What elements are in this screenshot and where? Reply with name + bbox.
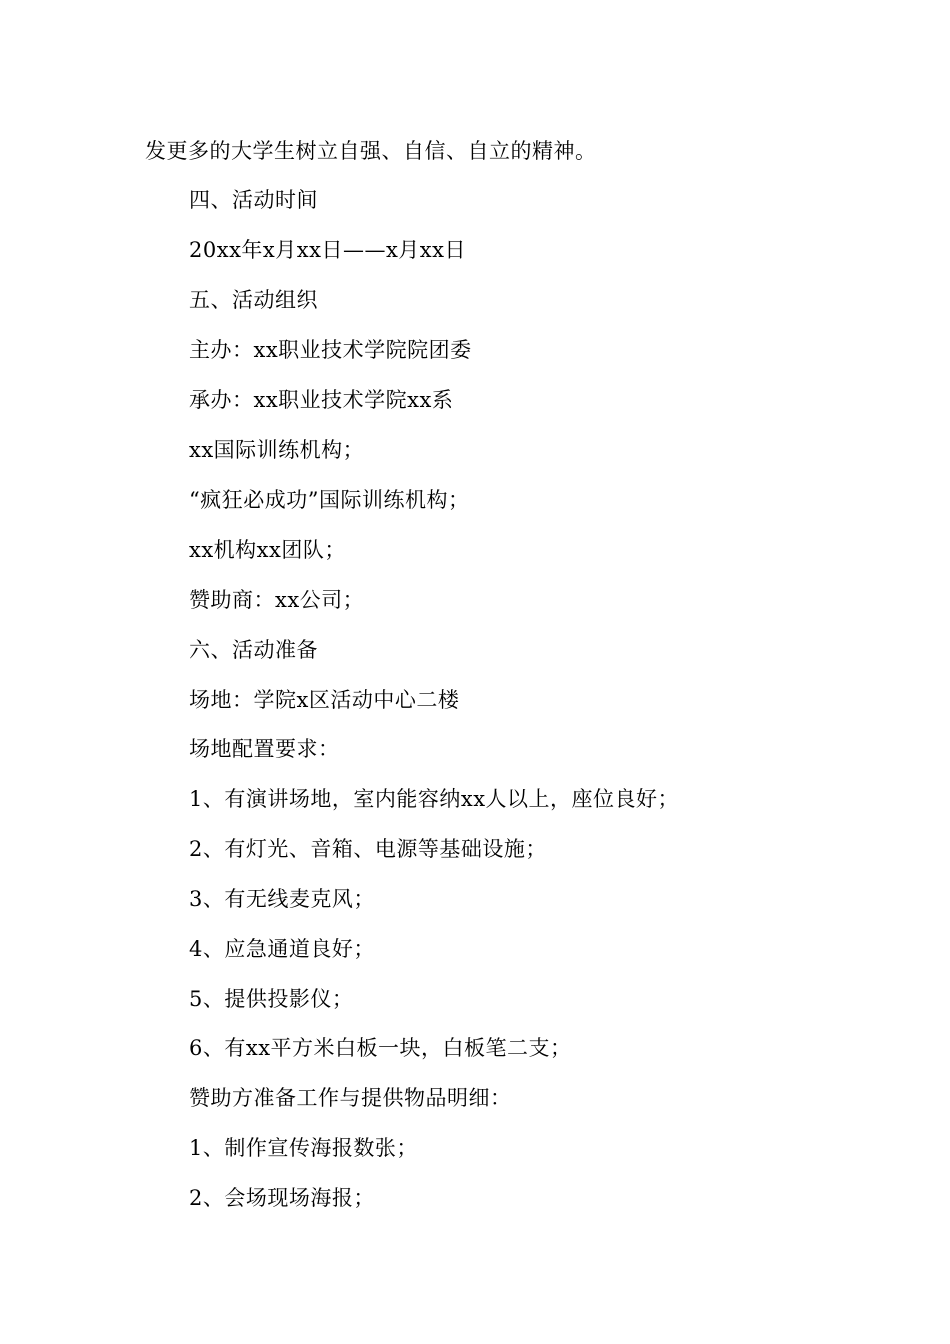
sponsor-line: 赞助商：xx公司；: [189, 588, 365, 612]
list-item: 1、有演讲场地，室内能容纳xx人以上，座位良好；: [189, 787, 680, 811]
list-item: 5、提供投影仪；: [189, 987, 354, 1011]
section-heading-time: 四、活动时间: [189, 188, 318, 212]
team-line: xx机构xx团队；: [189, 538, 346, 562]
list-item: 3、有无线麦克风；: [189, 887, 375, 911]
list-item: 4、应急通道良好；: [189, 937, 375, 961]
venue-line: 场地：学院x区活动中心二楼: [189, 688, 460, 712]
section-heading-preparation: 六、活动准备: [189, 638, 318, 662]
list-item: 2、会场现场海报；: [189, 1186, 375, 1210]
paragraph-continuation: 发更多的大学生树立自强、自信、自立的精神。: [145, 139, 597, 163]
co-organizer-line: 承办：xx职业技术学院xx系: [189, 388, 454, 412]
list-item: 1、制作宣传海报数张；: [189, 1136, 418, 1160]
section-heading-organization: 五、活动组织: [189, 288, 318, 312]
list-item: 2、有灯光、音箱、电源等基础设施；: [189, 837, 547, 861]
organizer-line: 主办：xx职业技术学院院团委: [189, 338, 472, 362]
list-item: 6、有xx平方米白板一块，白板笔二支；: [189, 1036, 572, 1060]
training-institution-line-2: “疯狂必成功”国际训练机构；: [189, 488, 470, 512]
venue-requirements-heading: 场地配置要求：: [189, 737, 340, 761]
training-institution-line: xx国际训练机构；: [189, 438, 365, 462]
sponsor-preparation-heading: 赞助方准备工作与提供物品明细：: [189, 1086, 512, 1110]
activity-date-range: 20xx年x月xx日——x月xx日: [189, 238, 466, 262]
